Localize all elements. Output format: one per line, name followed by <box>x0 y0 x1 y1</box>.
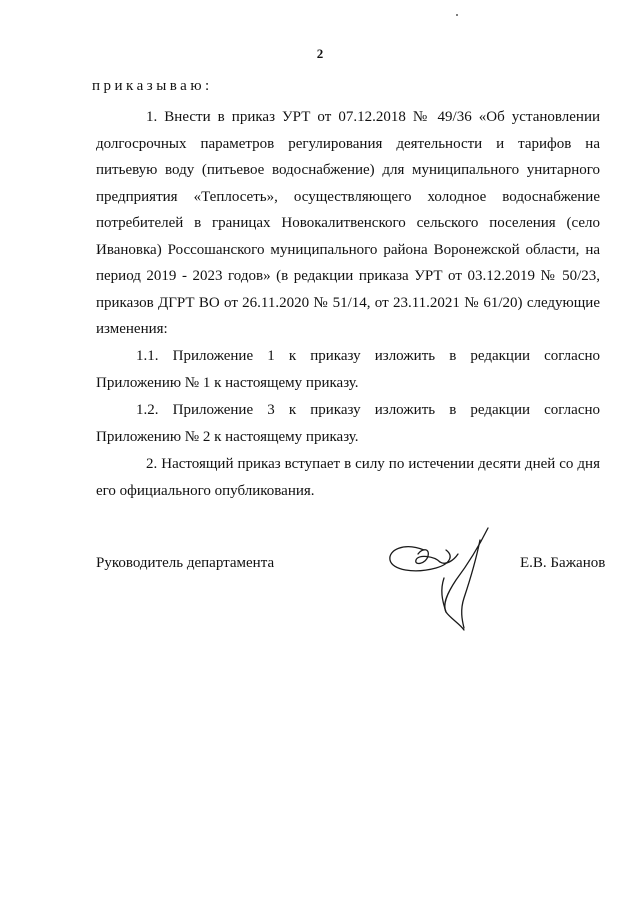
paragraph-2: 2. Настоящий приказ вступает в силу по истечении десяти дней со дня его официального опубликования. <box>96 456 600 499</box>
handwritten-signature <box>384 520 504 632</box>
paragraph-1-2: 1.2. Приложение 3 к приказу изложить в редакции согласно Приложению № 2 к настоящему приказу. <box>96 402 600 445</box>
paragraph-1-1: 1.1. Приложение 1 к приказу изложить в редакции согласно Приложению № 1 к настоящему приказу. <box>96 348 600 391</box>
signatory-title: Руководитель департамента <box>96 555 275 571</box>
paragraph-1: 1. Внести в приказ УРТ от 07.12.2018 № 49/36 «Об установлении долгосрочных параметров регулирования деятельности и тарифов на питьевую воду (питьевое водоснабжение) для муниципального унитарного предприятия «Теплосеть», осуществляющего холодное водоснабжение потребителей в границах Новокалитвенского сельского поселения (село Ивановка) Россошанского муниципального района Воронежской области, на период 2019 - 2023 годов» (в редакции приказа УРТ от 03.12.2019 № 50/23, приказов ДГРТ ВО от 26.11.2020 № 51/14, от 23.11.2021 № 61/20) следующие изменения: <box>96 109 600 337</box>
scan-speck <box>456 14 458 16</box>
page-number: 2 <box>316 46 324 61</box>
signatory-name: Е.В. Бажанов <box>520 555 606 571</box>
order-heading: приказываю: <box>92 78 213 94</box>
